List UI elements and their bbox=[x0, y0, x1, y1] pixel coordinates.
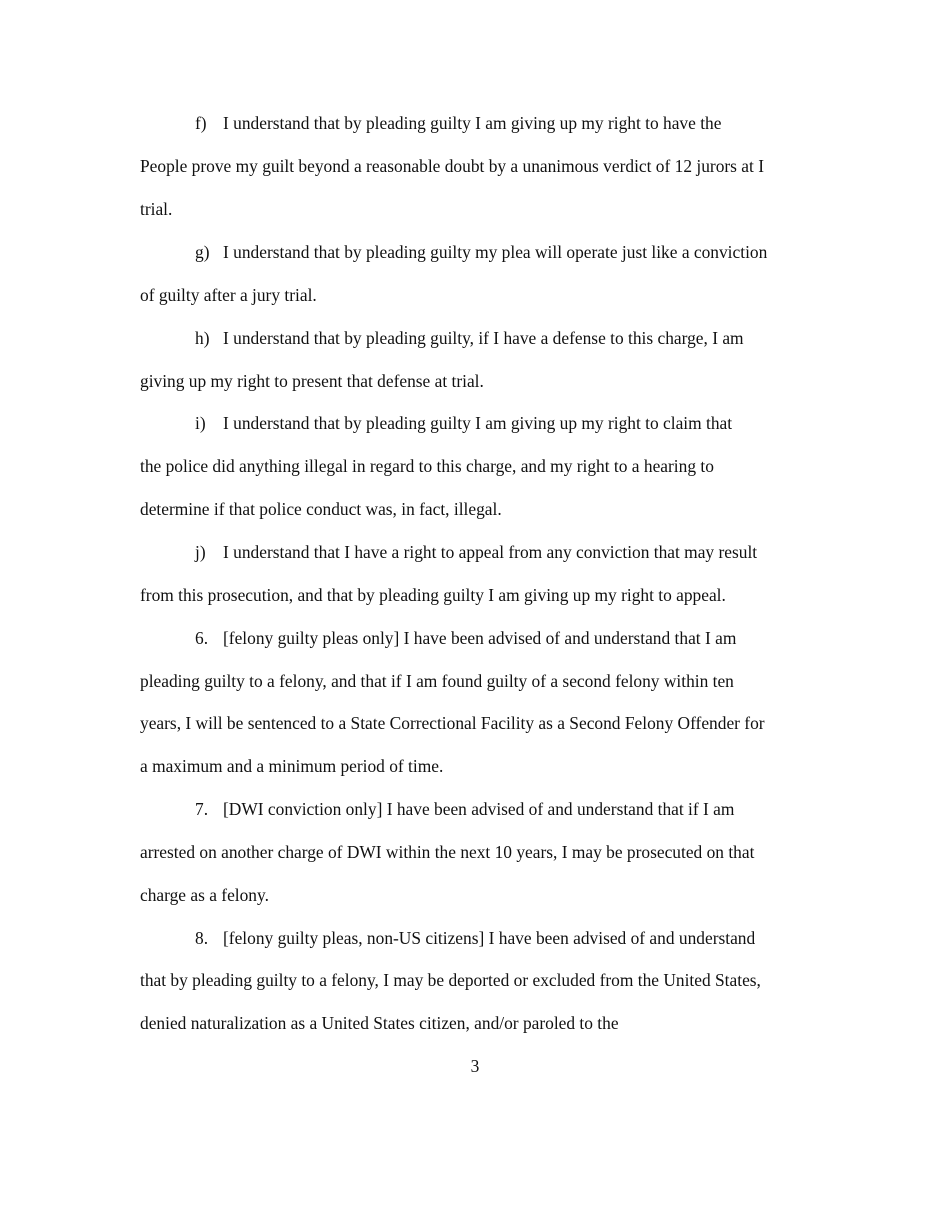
paragraph-7-line-2: arrested on another charge of DWI within the next 10 years, I may be prosecuted on that bbox=[140, 842, 755, 862]
paragraph-7-line-3: charge as a felony. bbox=[140, 885, 269, 905]
paragraph-marker: 7. bbox=[195, 799, 209, 819]
paragraph-f-line-3: trial. bbox=[140, 199, 173, 219]
paragraph-6-line-1 bbox=[195, 627, 736, 649]
paragraph-8-line-2: that by pleading guilty to a felony, I may be deported or excluded from the United States, bbox=[140, 970, 761, 990]
paragraph-marker: h) bbox=[195, 328, 210, 348]
paragraph-text: I understand that by pleading guilty I am giving up my right to have the bbox=[223, 113, 722, 133]
paragraph-f-line-1 bbox=[195, 112, 721, 134]
paragraph-6-line-2: pleading guilty to a felony, and that if I am found guilty of a second felony within ten bbox=[140, 671, 734, 691]
paragraph-g-line-1 bbox=[195, 241, 767, 263]
page-number: 3 bbox=[470, 1056, 480, 1076]
paragraph-text: [DWI conviction only] I have been advised of and understand that if I am bbox=[223, 799, 735, 819]
paragraph-text: I understand that by pleading guilty I am giving up my right to claim that bbox=[223, 413, 733, 433]
paragraph-text: I understand that by pleading guilty, if I have a defense to this charge, I am bbox=[223, 328, 744, 348]
paragraph-text: I understand that by pleading guilty my plea will operate just like a conviction bbox=[223, 242, 768, 262]
paragraph-7-line-1 bbox=[195, 798, 734, 820]
paragraph-h-line-2: giving up my right to present that defense at trial. bbox=[140, 371, 484, 391]
paragraph-i-line-2: the police did anything illegal in regard to this charge, and my right to a hearing to bbox=[140, 456, 714, 476]
paragraph-marker: j) bbox=[195, 542, 206, 562]
paragraph-8-line-1 bbox=[195, 927, 755, 949]
paragraph-marker: 6. bbox=[195, 628, 209, 648]
paragraph-text: [felony guilty pleas, non-US citizens] I have been advised of and understand bbox=[223, 928, 756, 948]
paragraph-h-line-1 bbox=[195, 327, 744, 349]
paragraph-6-line-4: a maximum and a minimum period of time. bbox=[140, 756, 444, 776]
paragraph-8-line-3: denied naturalization as a United States citizen, and/or paroled to the bbox=[140, 1013, 619, 1033]
paragraph-marker: g) bbox=[195, 242, 210, 262]
paragraph-j-line-1 bbox=[195, 541, 757, 563]
paragraph-j-line-2: from this prosecution, and that by pleading guilty I am giving up my right to appeal. bbox=[140, 585, 726, 605]
paragraph-g-line-2: of guilty after a jury trial. bbox=[140, 285, 317, 305]
paragraph-f-line-2: People prove my guilt beyond a reasonable doubt by a unanimous verdict of 12 jurors at I bbox=[140, 156, 764, 176]
paragraph-text: [felony guilty pleas only] I have been advised of and understand that I am bbox=[223, 628, 737, 648]
paragraph-marker: 8. bbox=[195, 928, 209, 948]
paragraph-i-line-1 bbox=[195, 412, 732, 434]
paragraph-6-line-3: years, I will be sentenced to a State Correctional Facility as a Second Felony Offender for bbox=[140, 713, 765, 733]
paragraph-marker: i) bbox=[195, 413, 206, 433]
paragraph-text: I understand that I have a right to appeal from any conviction that may result bbox=[223, 542, 758, 562]
paragraph-marker: f) bbox=[195, 113, 207, 133]
paragraph-i-line-3: determine if that police conduct was, in fact, illegal. bbox=[140, 499, 502, 519]
